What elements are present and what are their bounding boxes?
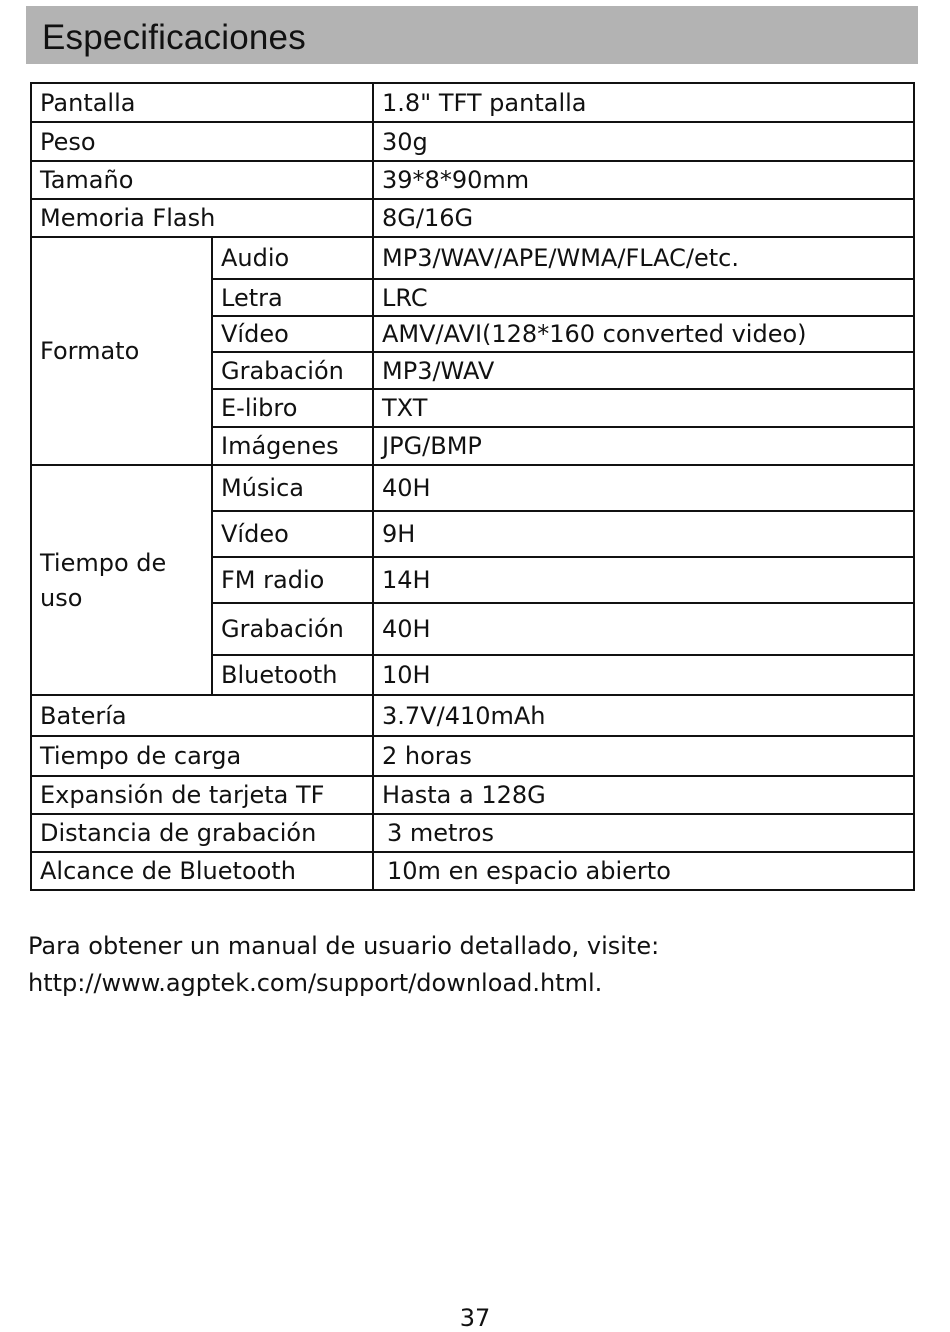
- spec-sublabel: E-libro: [212, 389, 373, 427]
- spec-sublabel: Grabación: [212, 352, 373, 389]
- spec-value: 10H: [373, 655, 914, 695]
- manual-note: [28, 928, 659, 1002]
- spec-value: 30g: [373, 122, 914, 161]
- table-row: [31, 122, 914, 161]
- table-row: [31, 814, 914, 852]
- spec-value: AMV/AVI(128*160 converted video): [373, 316, 914, 352]
- spec-value: 39*8*90mm: [373, 161, 914, 199]
- spec-group-label: Formato: [31, 237, 212, 465]
- table-row: [31, 237, 914, 279]
- spec-sublabel: Letra: [212, 279, 373, 316]
- table-row: [31, 695, 914, 736]
- table-row: [31, 465, 914, 511]
- spec-value: 40H: [373, 603, 914, 655]
- spec-sublabel: FM radio: [212, 557, 373, 603]
- spec-value: 2 horas: [373, 736, 914, 776]
- table-row: [31, 199, 914, 237]
- table-row: [31, 83, 914, 122]
- spec-value: 14H: [373, 557, 914, 603]
- spec-sublabel: Grabación: [212, 603, 373, 655]
- spec-sublabel: Bluetooth: [212, 655, 373, 695]
- spec-value: 9H: [373, 511, 914, 557]
- spec-sublabel: Vídeo: [212, 316, 373, 352]
- page-number: 37: [459, 1304, 491, 1332]
- spec-value: 3 metros: [373, 814, 914, 852]
- spec-label: Peso: [31, 122, 373, 161]
- spec-value: 10m en espacio abierto: [373, 852, 914, 890]
- spec-value: 1.8" TFT pantalla: [373, 83, 914, 122]
- spec-value: JPG/BMP: [373, 427, 914, 465]
- specifications-table: [30, 82, 915, 891]
- spec-group-label-line: uso: [40, 583, 83, 612]
- spec-label: Memoria Flash: [31, 199, 373, 237]
- spec-value: MP3/WAV: [373, 352, 914, 389]
- spec-value: TXT: [373, 389, 914, 427]
- spec-label: Alcance de Bluetooth: [31, 852, 373, 890]
- spec-label: Tamaño: [31, 161, 373, 199]
- spec-label: Batería: [31, 695, 373, 736]
- table-row: [31, 736, 914, 776]
- spec-label: Expansión de tarjeta TF: [31, 776, 373, 814]
- spec-value: MP3/WAV/APE/WMA/FLAC/etc.: [373, 237, 914, 279]
- spec-group-label: [31, 465, 212, 695]
- page-title: Especificaciones: [42, 18, 306, 57]
- spec-value: 40H: [373, 465, 914, 511]
- spec-sublabel: Audio: [212, 237, 373, 279]
- spec-value: 3.7V/410mAh: [373, 695, 914, 736]
- spec-value: Hasta a 128G: [373, 776, 914, 814]
- table-row: [31, 161, 914, 199]
- spec-label: Distancia de grabación: [31, 814, 373, 852]
- note-text: Para obtener un manual de usuario detallado, visite:: [28, 932, 660, 960]
- spec-sublabel: Música: [212, 465, 373, 511]
- spec-sublabel: Vídeo: [212, 511, 373, 557]
- spec-value: LRC: [373, 279, 914, 316]
- table-row: [31, 852, 914, 890]
- spec-value: 8G/16G: [373, 199, 914, 237]
- spec-sublabel: Imágenes: [212, 427, 373, 465]
- section-header: [26, 6, 918, 64]
- support-url: http://www.agptek.com/support/download.html.: [28, 969, 603, 997]
- table-row: [31, 776, 914, 814]
- spec-group-label-line: Tiempo de: [40, 548, 167, 577]
- spec-label: Pantalla: [31, 83, 373, 122]
- spec-label: Tiempo de carga: [31, 736, 373, 776]
